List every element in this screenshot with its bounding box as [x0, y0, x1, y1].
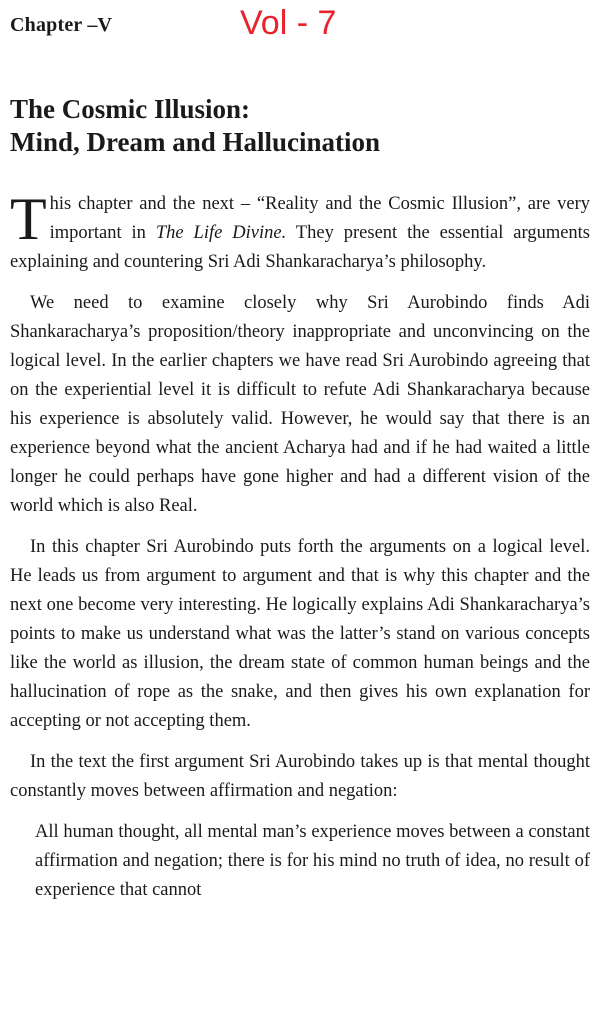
block-quote: All human thought, all mental man’s experience moves between a constant affirmation and negation; there is for his mind no truth of idea, no result of experience that cannot: [35, 822, 590, 900]
chapter-title-line-2: Mind, Dream and Hallucination: [10, 127, 381, 157]
paragraph-3: In this chapter Sri Aurobindo puts forth the arguments on a logical level. He leads us from argument to argument and that is why this chapter and the next one become very interesting. He logically explains Adi Shankaracharya’s points to make us understand what was the latter’s stand on various concepts like the world as illusion, the dream state of common human beings and the hallucination of rope as the snake, and then gives his own explanation for accepting or not accepting them.: [10, 537, 590, 731]
body-text: [10, 186, 591, 905]
chapter-label: Chapter –V: [10, 14, 113, 36]
paragraph-1: [10, 186, 591, 277]
paragraph-1-text-a: his chapter and the next – “Reality and the Cosmic Illusion”, are very important in: [49, 194, 590, 243]
paragraph-1-text-b: They present the essential arguments explaining and countering Sri Adi Shankaracharya’s philosophy.: [10, 223, 591, 272]
volume-label: Vol - 7: [240, 4, 337, 42]
book-title-italic: The Life Divine.: [155, 223, 287, 243]
paragraph-2: We need to examine closely why Sri Aurobindo finds Adi Shankaracharya’s proposition/theory inappropriate and unconvincing on the logical level. In the earlier chapters we have read Sri Aurobindo agreeing that on the experiential level it is difficult to refute Adi Shankaracharya because his experience is absolutely valid. However, he would say that there is an experience beyond what the ancient Acharya had and if he had waited a little longer he could perhaps have gone higher and had a different vision of the world which is also Real.: [10, 293, 590, 516]
page-header: [10, 6, 600, 42]
chapter-title: [10, 93, 588, 159]
drop-cap: T: [10, 186, 47, 252]
paragraph-4: In the text the first argument Sri Aurobindo takes up is that mental thought constantly moves between affirmation and negation:: [10, 752, 590, 801]
chapter-title-line-1: The Cosmic Illusion:: [10, 94, 251, 124]
